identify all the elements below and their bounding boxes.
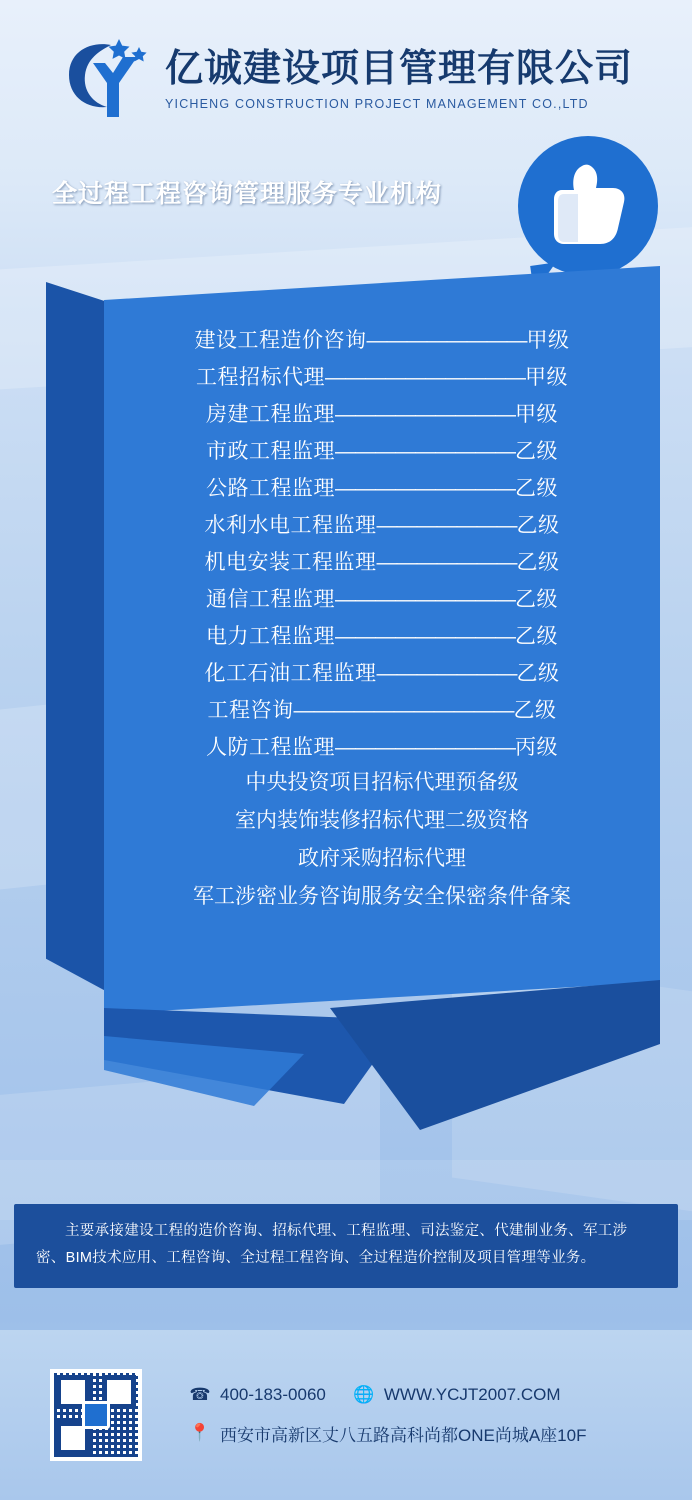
list-item [130, 544, 634, 581]
list-item [130, 618, 634, 655]
qualification-dashes: ————————— [335, 403, 515, 426]
list-item [130, 322, 634, 359]
qualification-dashes: ————————— [335, 440, 515, 463]
contact-info [188, 1385, 586, 1446]
list-item [130, 655, 634, 692]
qr-code-pattern [54, 1373, 138, 1457]
qualification-name: 电力工程监理 [206, 625, 335, 648]
list-item [130, 729, 634, 766]
qualification-grade: 乙级 [513, 699, 557, 722]
qualification-name: 化工石油工程监理 [204, 662, 377, 685]
company-name-cn: 亿诚建设项目管理有限公司 [164, 47, 633, 90]
qualification-name: 水利水电工程监理 [204, 514, 377, 537]
qualification-name: 人防工程监理 [206, 736, 335, 759]
qualification-grade: 乙级 [516, 662, 560, 685]
qr-logo-icon [82, 1401, 110, 1429]
qualification-grade: 甲级 [526, 329, 570, 352]
qualification-list [104, 306, 660, 766]
phone-number[interactable]: 400-183-0060 [220, 1384, 326, 1404]
qualification-name: 建设工程造价咨询 [194, 329, 367, 352]
brand-lockup [59, 37, 633, 123]
poster-header [0, 0, 692, 148]
contact-line-phone-web [188, 1385, 586, 1405]
qualification-name: 工程招标代理 [196, 366, 325, 389]
qualification-dashes: ————————— [335, 588, 515, 611]
qualification-name: 工程咨询 [207, 699, 294, 722]
business-description-text: 主要承接建设工程的造价咨询、招标代理、工程监理、司法鉴定、代建制业务、军工涉密、BIM技术应用、工程咨询、全过程工程咨询、全过程造价控制及项目管理等业务。 [36, 1223, 628, 1266]
qualification-grade: 丙级 [515, 736, 558, 759]
qualification-dashes: —————————— [325, 366, 525, 389]
qualification-grade: 乙级 [516, 551, 560, 574]
qualification-panel [0, 266, 692, 1166]
yicheng-y-logo-icon [59, 37, 151, 123]
qualification-dashes: ————————— [335, 625, 515, 648]
qualification-grade: 甲级 [525, 366, 568, 389]
qualification-name: 市政工程监理 [206, 440, 335, 463]
qr-code[interactable] [50, 1369, 142, 1461]
thumbs-up-icon [552, 164, 628, 248]
qualification-dashes: ——————— [376, 662, 517, 685]
list-item [130, 581, 634, 618]
qualification-name: 机电安装工程监理 [204, 551, 377, 574]
qualification-dashes: ——————— [376, 514, 517, 537]
qualification-grade: 乙级 [515, 625, 558, 648]
thumbs-up-badge [518, 136, 658, 276]
slogan-row [0, 148, 692, 266]
website-url[interactable]: WWW.YCJT2007.COM [383, 1384, 561, 1404]
list-item [130, 396, 634, 433]
contact-line-address [188, 1421, 586, 1446]
qualification-grade: 乙级 [516, 514, 560, 537]
qualification-grade: 乙级 [515, 440, 558, 463]
telephone-icon: ☎ [189, 1384, 211, 1404]
location-pin-icon: 📍 [189, 1423, 211, 1442]
list-item: 政府采购招标代理 [298, 846, 466, 870]
list-item [130, 507, 634, 544]
qualification-grade: 乙级 [515, 588, 558, 611]
company-name-block [165, 49, 633, 111]
address-text: 西安市高新区丈八五路高科尚都ONE尚城A座10F [220, 1425, 587, 1445]
qualification-dashes: ————————— [335, 477, 515, 500]
qualification-name: 房建工程监理 [206, 403, 335, 426]
poster-footer [0, 1330, 692, 1500]
qualification-dashes: ——————— [376, 551, 517, 574]
globe-icon: 🌐 [353, 1384, 375, 1404]
list-item [130, 692, 634, 729]
slogan-text: 全过程工程咨询管理服务专业机构 [52, 180, 443, 208]
ribbon-bottom-fold-right [330, 980, 660, 1130]
qualification-dashes: ————————— [335, 736, 515, 759]
business-description-block [14, 1204, 678, 1288]
qualification-grade: 甲级 [515, 403, 558, 426]
qualification-name: 通信工程监理 [206, 588, 335, 611]
list-item: 中央投资项目招标代理预备级 [245, 770, 519, 794]
qualification-name: 公路工程监理 [206, 477, 335, 500]
company-name-en: YICHENG CONSTRUCTION PROJECT MANAGEMENT CO.,LTD [164, 97, 589, 112]
list-item [130, 359, 634, 396]
list-item: 室内装饰装修招标代理二级资格 [235, 808, 529, 832]
qualification-dashes: ———————— [366, 329, 527, 352]
list-item: 军工涉密业务咨询服务安全保密条件备案 [193, 884, 571, 908]
list-item [130, 470, 634, 507]
extra-qualification-list [104, 763, 660, 915]
list-item [130, 433, 634, 470]
qualification-dashes: ——————————— [293, 699, 514, 722]
qualification-grade: 乙级 [515, 477, 558, 500]
